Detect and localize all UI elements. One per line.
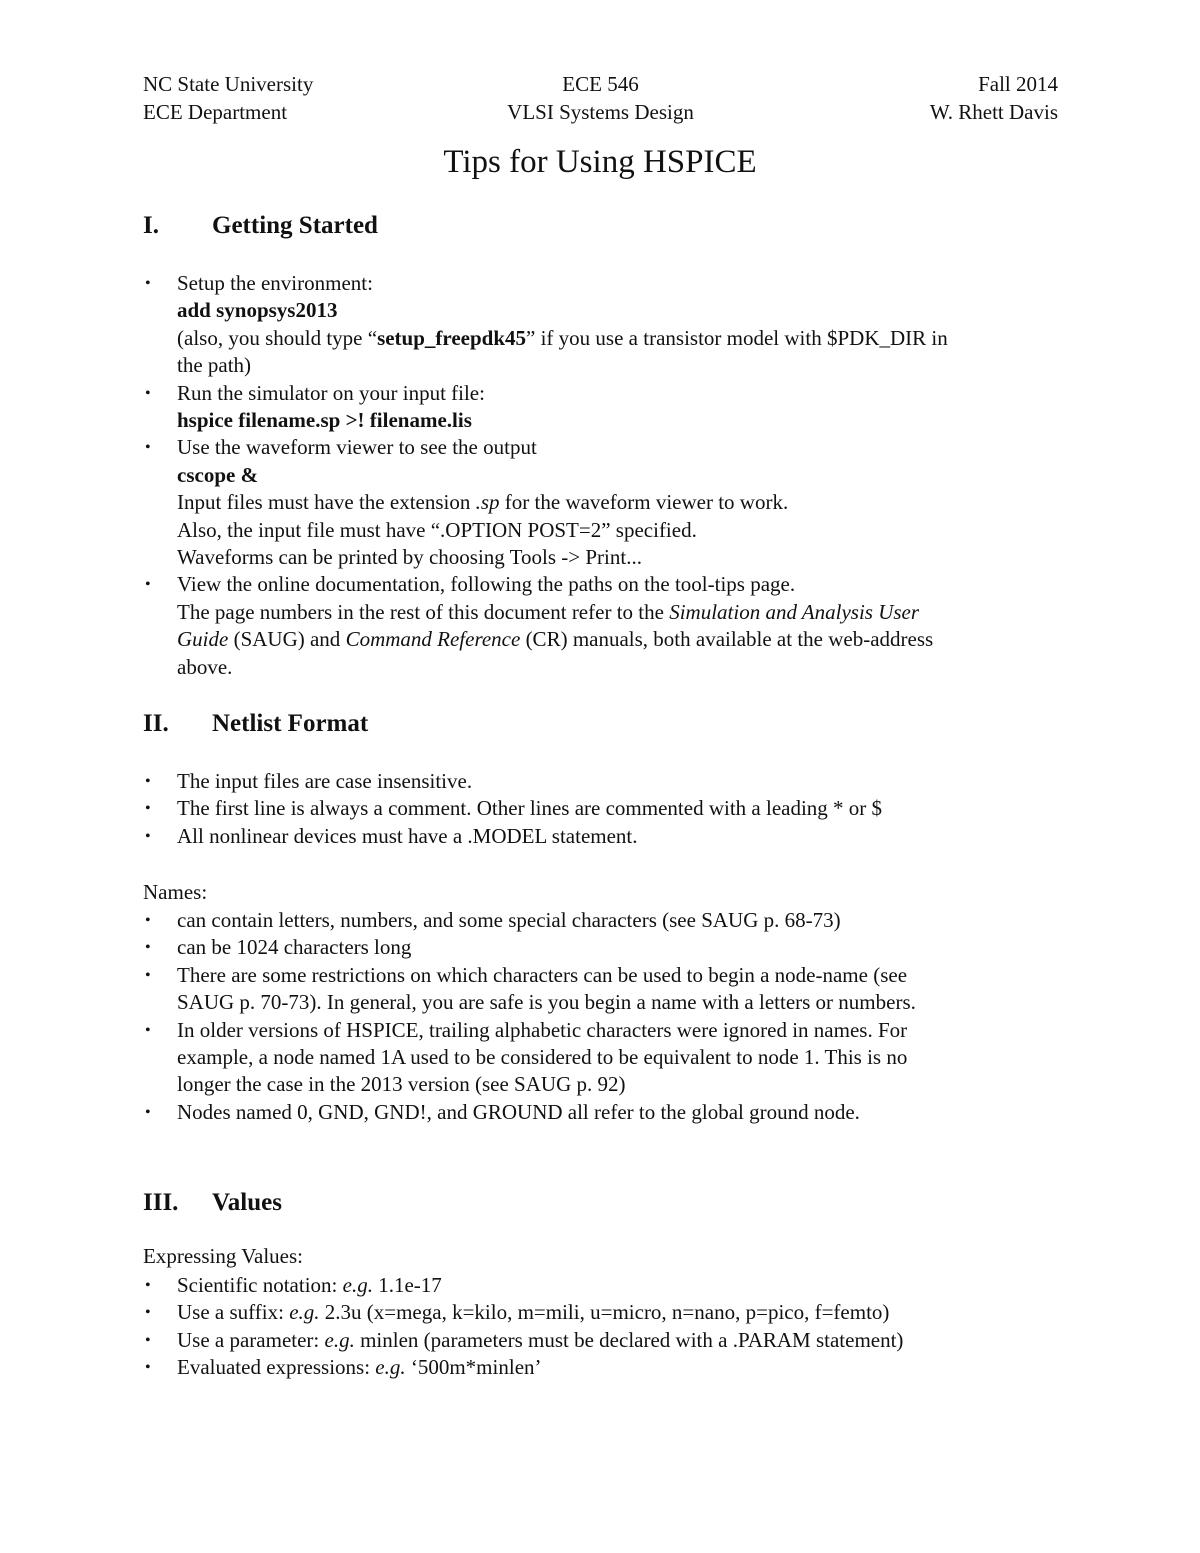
header-center — [143, 70, 1058, 126]
list-item-note: Input files must have the extension .sp for the waveform viewer to work. — [177, 490, 789, 515]
header-university: NC State University — [143, 72, 314, 96]
values-label: Expressing Values: — [143, 1244, 304, 1268]
section-heading-getting-started — [143, 211, 378, 241]
section-heading-netlist-format — [143, 709, 368, 739]
bullet-icon: • — [145, 1331, 151, 1349]
bullet-icon: • — [145, 1304, 151, 1322]
bullet-icon: • — [145, 1359, 151, 1377]
list-item-text: Use the waveform viewer to see the output — [177, 435, 537, 460]
list-item — [143, 934, 1063, 961]
list-item — [143, 768, 1063, 795]
bullet-icon: • — [145, 439, 151, 457]
section-number: III. — [143, 1189, 179, 1216]
bullet-icon: • — [145, 773, 151, 790]
list-item — [143, 1099, 1063, 1126]
command-text: hspice filename.sp >! filename.lis — [177, 408, 472, 433]
list-item-text: There are some restrictions on which characters can be used to begin a node-name (see — [177, 962, 908, 987]
list-item-text: In older versions of HSPICE, trailing alphabetic characters were ignored in names. For — [177, 1017, 908, 1042]
list-item-text: The input files are case insensitive. — [177, 769, 473, 793]
bullet-icon: • — [145, 275, 151, 292]
list-item-text: can contain letters, numbers, and some special characters (see SAUG p. 68-73) — [177, 908, 841, 932]
list-item-text: longer the case in the 2013 version (see SAUG p. 92) — [177, 1072, 626, 1097]
list-item-note: Waveforms can be printed by choosing Tools -> Print... — [177, 545, 642, 570]
netlist-rules-list — [143, 768, 1063, 850]
list-item — [143, 380, 1063, 435]
list-item — [143, 571, 1063, 681]
list-item-note: (also, you should type “setup_freepdk45” if you use a transistor model with $PDK_DIR in — [177, 325, 948, 350]
bullet-icon: • — [145, 1277, 151, 1294]
header-course-name: VLSI Systems Design — [507, 100, 694, 124]
list-item: • Use a parameter: e.g. minlen (parameters must be declared with a .PARAM statement) — [143, 1327, 1063, 1354]
bullet-icon: • — [145, 939, 151, 957]
list-item-text: The first line is always a comment. Other lines are commented with a leading * or $ — [177, 796, 883, 821]
list-item-note: Also, the input file must have “.OPTION POST=2” specified. — [177, 517, 697, 542]
bullet-icon: • — [145, 1021, 151, 1039]
list-item-text: Setup the environment: — [177, 271, 373, 295]
section-title: Values — [212, 1189, 282, 1216]
header-author: W. Rhett Davis — [929, 100, 1058, 124]
list-item-text: Nodes named 0, GND, GND!, and GROUND all refer to the global ground node. — [177, 1099, 860, 1124]
command-text: add synopsys2013 — [177, 298, 338, 323]
list-item-note: Guide (SAUG) and Command Reference (CR) manuals, both available at the web-address — [177, 627, 934, 652]
list-item-text: SAUG p. 70-73). In general, you are safe is you begin a name with a letters or numbers. — [177, 990, 916, 1015]
list-item-note: The page numbers in the rest of this document refer to the Simulation and Analysis User — [177, 599, 920, 624]
list-item — [143, 795, 1063, 822]
list-item-text: example, a node named 1A used to be considered to be equivalent to node 1. This is no — [177, 1045, 908, 1070]
list-item — [143, 907, 1063, 934]
section-title: Netlist Format — [212, 710, 369, 737]
getting-started-list — [143, 270, 1063, 681]
list-item — [143, 1017, 1063, 1099]
section-heading-values — [143, 1188, 282, 1218]
bullet-icon: • — [145, 912, 151, 929]
section-title: Getting Started — [212, 212, 378, 239]
list-item-note: the path) — [177, 353, 252, 378]
list-item-text: can be 1024 characters long — [177, 935, 412, 960]
list-item: • Use a suffix: e.g. 2.3u (x=mega, k=kilo, m=mili, u=micro, n=nano, p=pico, f=femto) — [143, 1299, 1063, 1326]
command-text: setup_freepdk45 — [377, 325, 527, 350]
bullet-icon: • — [145, 966, 151, 984]
bullet-icon: • — [145, 576, 151, 594]
bullet-icon: • — [145, 384, 151, 402]
command-text: cscope & — [177, 462, 259, 487]
list-item: • Scientific notation: e.g. 1.1e-17 — [143, 1272, 1063, 1299]
header-department: ECE Department — [143, 100, 288, 124]
list-item-text: Run the simulator on your input file: — [177, 380, 485, 405]
values-list — [143, 1272, 1063, 1382]
document-title: Tips for Using HSPICE — [443, 144, 757, 180]
header-right — [930, 70, 1058, 126]
list-item-text: View the online documentation, following the paths on the tool-tips page. — [177, 572, 796, 597]
page-header — [143, 70, 1058, 130]
list-item — [143, 270, 1063, 380]
header-course-number: ECE 546 — [562, 72, 639, 96]
list-item: • Evaluated expressions: e.g. ‘500m*minlen’ — [143, 1354, 1063, 1381]
list-item — [143, 962, 1063, 1017]
list-item-note: above. — [177, 654, 233, 679]
section-number: I. — [143, 212, 159, 239]
names-label: Names: — [143, 880, 208, 904]
header-term: Fall 2014 — [978, 72, 1058, 96]
names-list — [143, 907, 1063, 1126]
bullet-icon: • — [145, 1103, 151, 1121]
list-item-text: All nonlinear devices must have a .MODEL statement. — [177, 823, 638, 848]
list-item — [143, 434, 1063, 571]
section-number: II. — [143, 710, 169, 737]
bullet-icon: • — [145, 827, 151, 845]
bullet-icon: • — [145, 800, 151, 818]
list-item — [143, 823, 1063, 850]
